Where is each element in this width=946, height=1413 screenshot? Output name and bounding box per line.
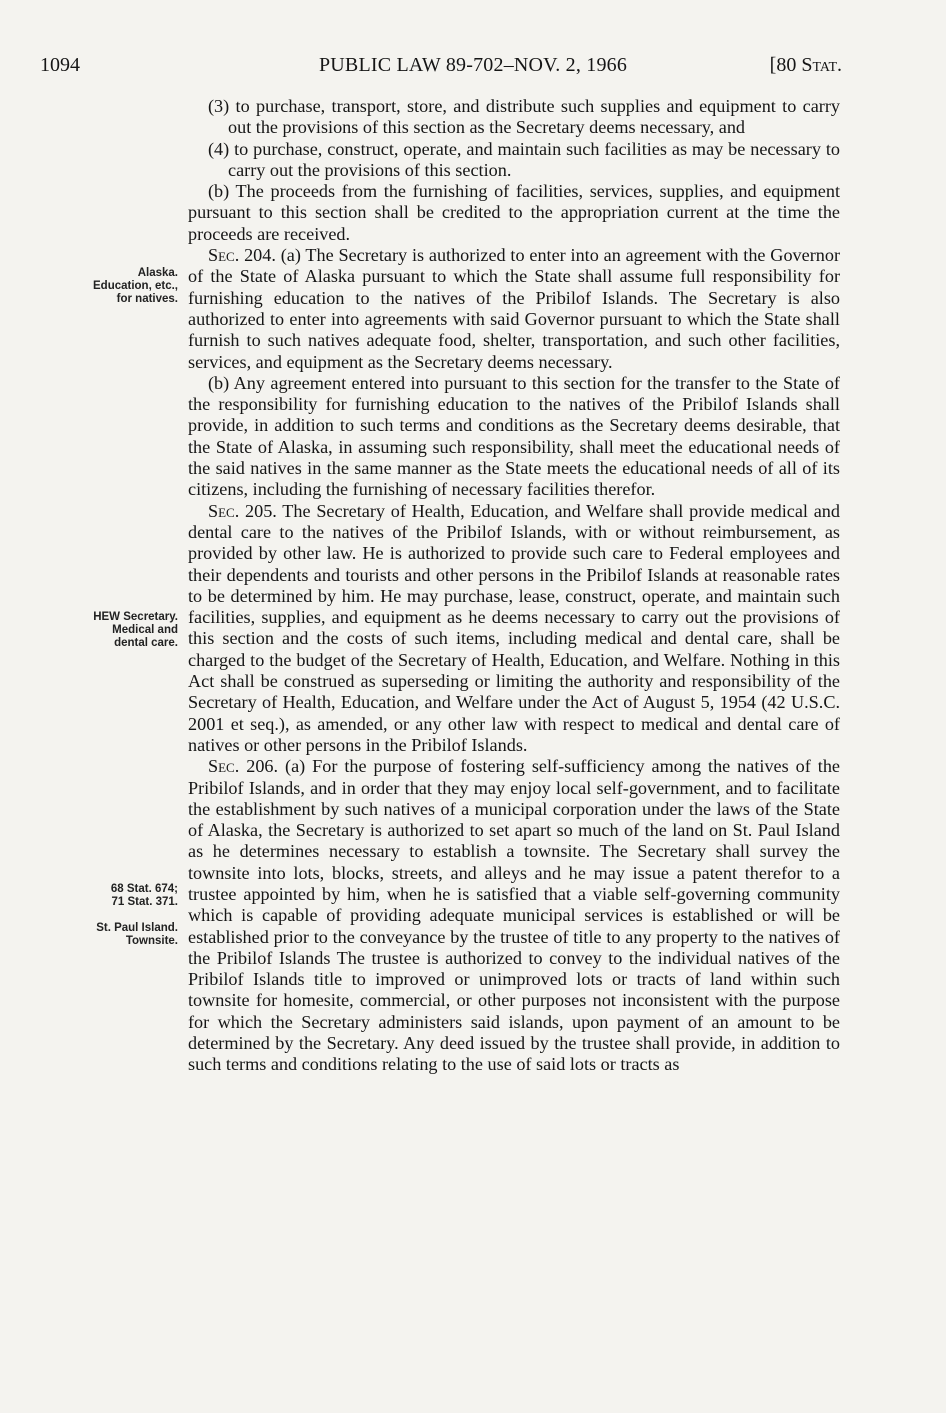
section-text: The Secretary of Health, Education, and Welfare shall provide medical and dental care to the natives of the Pribilof Islands, with or without reimbursement, as provided by other law. He is authorized to provide such care to Federal employees and their dependents and tourists and other persons in the Pribilof Islands at reasonable rates to be determined by him. He may purchase, lease, construct, operate, and maintain such facilities, supplies, and equipment as he deems necessary to carry out the provisions of this section and the costs of such items, including medical and dental care, shall be charged to the budget of the Secretary of Health, Education, and Welfare. Nothing in this Act shall be construed as superseding or limiting the authority and responsibility of the Secretary of Health, Education, and Welfare under the Act of August 5, 1954 (42 U.S.C. 2001 et seq.), as amended, or any other law with respect to medical and dental care of natives or other persons in the Pribilof Islands. [188,500,840,755]
section-text: (a) For the purpose of fostering self-sufficiency among the natives of the Pribilof Islands, and in order that they may enjoy local self-government, and to facilitate the establishment by such natives of a municipal corporation under the laws of the State of Alaska, the Secretary is authorized to set apart so much of the land on St. Paul Island as he determines necessary to establish a townsite. The Secretary shall survey the townsite into lots, blocks, streets, and alleys and he may issue a patent therefor to a trustee appointed by him, when he is satisfied that a viable self-governing community which is capable of providing adequate municipal services is established or will be established prior to the conveyance by the trustee of title to any property to the natives of the Pribilof Islands The trustee is authorized to convey to the individual natives of the Pribilof Islands title to improved or unimproved lots or tracts of land within such townsite for homesite, commercial, or other purposes not inconsistent with the purpose for which the Secretary administers said islands, upon payment of an amount to be determined by the Secretary. Any deed issued by the trustee shall provide, in addition to such terms and conditions relating to the use of said lots or tracts as [188,756,840,1075]
section-204-b: (b) Any agreement entered into pursuant to this section for the transfer to the State of the responsibility for furnishing education to the natives of the Pribilof Islands shall provide, in addition to such terms and conditions as the Secretary deems desirable, that the State of Alaska, in assuming such responsibility, shall meet the educational needs of the said natives in the same manner as the State meets the educational needs of all of its citizens, including the furnishing of necessary facilities therefor. [188,372,840,500]
sidenote-alaska [28,267,178,306]
section-text: (a) The Secretary is authorized to enter into an agreement with the Governor of the State of Alaska pursuant to which the State shall assume full responsibility for furnishing education to the natives of the Pribilof Islands. The Secretary is also authorized to enter into agreements with said Governor pursuant to which the State shall furnish to such natives adequate food, shelter, transportation, and such other facilities, services, and equipment as the Secretary deems necessary. [188,245,841,372]
sidenote-line: HEW Secretary. [93,611,178,623]
sidenote-line: 68 Stat. 674; [110,883,178,895]
sidenote-line: Medical and [112,624,178,636]
statute-volume [770,54,842,77]
section-206-a [188,756,840,1075]
sidenote-line: dental care. [114,637,178,649]
sidenote-line: Education, etc., [93,280,178,292]
paragraph-b-proceeds: (b) The proceeds from the furnishing of facilities, services, supplies, and equipment pursuant to this section shall be credited to the appropriation current at the time the proceeds are received. [188,181,840,244]
paragraph-4: (4) to purchase, construct, operate, and maintain such facilities as may be necessary to carry out the provisions of this section. [208,138,840,180]
sidenote-line: St. Paul Island. [96,922,178,934]
sidenote-st-paul-island [28,922,178,948]
sidenote-statute-citation [28,883,178,909]
body-text [188,96,840,1076]
running-header [0,54,946,84]
sidenote-line: Townsite. [125,935,178,947]
sidenote-line: Alaska. [137,267,178,279]
sidenote-hew-secretary [28,611,178,650]
statute-volume-word: Stat. [801,54,842,76]
section-204-a [188,245,840,373]
page-number: 1094 [40,54,80,76]
sidenote-line: for natives. [116,293,178,305]
section-label: Sec. 204. [208,245,276,266]
statute-volume-prefix: [80 [769,54,802,76]
paragraph-3: (3) to purchase, transport, store, and distribute such supplies and equipment to carry out the provisions of this section as the Secretary deems necessary, and [208,96,840,138]
sidenote-line: 71 Stat. 371. [111,896,178,908]
section-205 [188,501,840,757]
section-label: Sec. 205. [208,500,277,521]
page-title: PUBLIC LAW 89-702–NOV. 2, 1966 [318,54,628,76]
section-label: Sec. 206. [208,756,279,777]
